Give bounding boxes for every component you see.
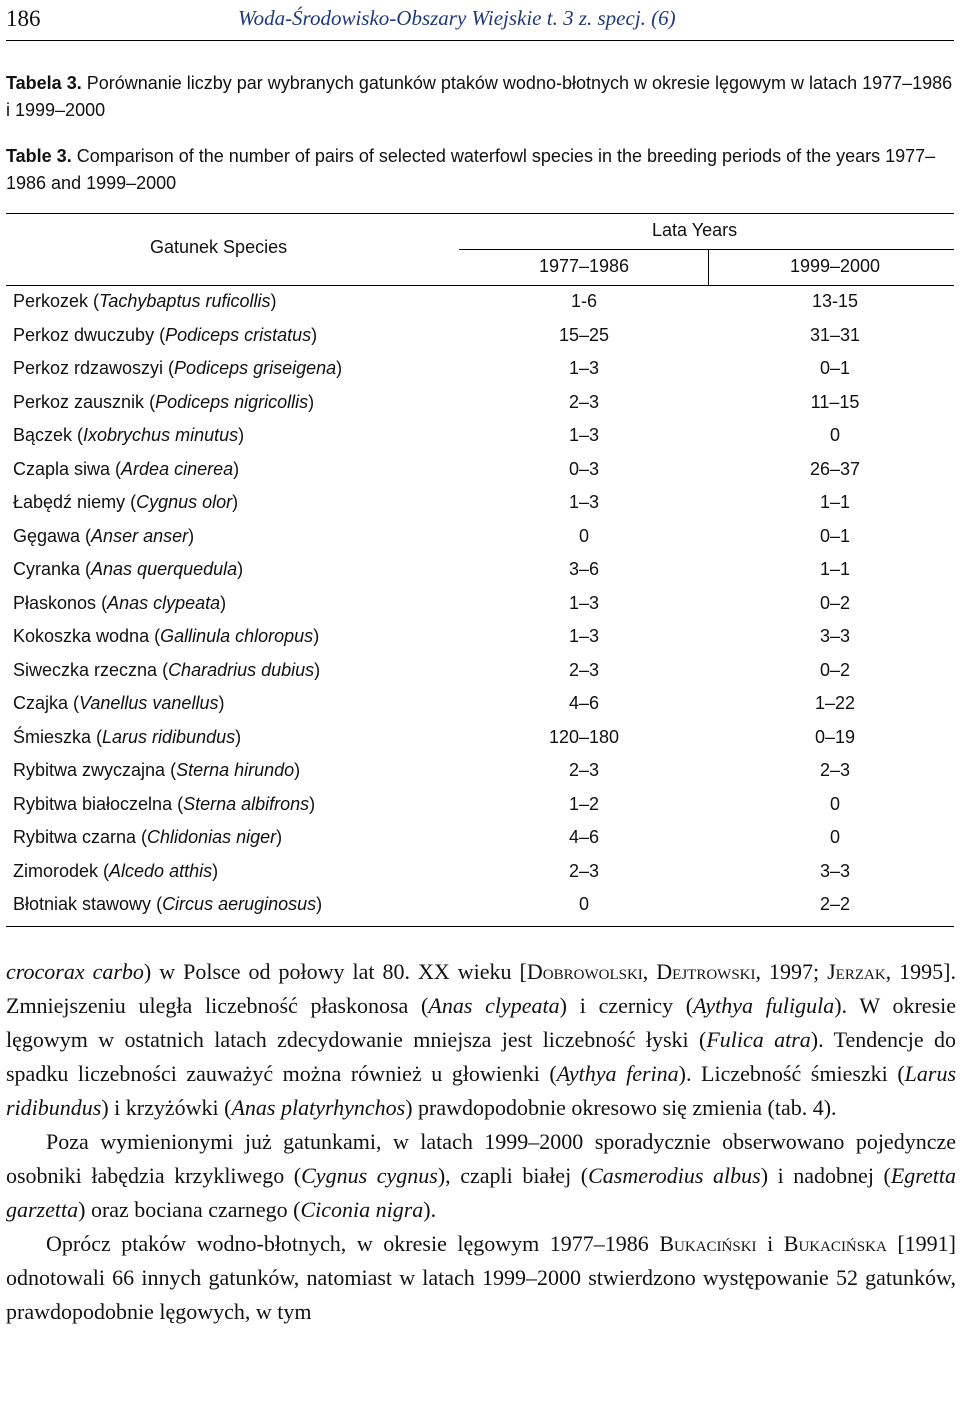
pairs-1999-2000: 2–3 (819, 760, 851, 780)
species-polish-name: Perkozek (13, 291, 89, 311)
text-run: , 1997; (755, 959, 828, 984)
pairs-1977-1986: 2–3 (568, 760, 600, 780)
paragraph (6, 955, 956, 1125)
species-name: Gęgawa (Anser anser) (13, 525, 195, 546)
pairs-1977-1986: 1–3 (568, 492, 600, 512)
table-row (6, 487, 954, 521)
species-name: Bączek (Ixobrychus minutus) (13, 425, 245, 445)
pairs-1977-1986: 1–3 (568, 592, 600, 613)
table-row (6, 789, 954, 823)
species-latin-name: Charadrius dubius (168, 659, 315, 680)
pairs-1977-1986: 1-6 (570, 291, 597, 311)
species-latin-name: Vanellus vanellus (79, 693, 219, 713)
species-latin-name: Cygnus olor (136, 492, 233, 512)
author-name: Bukaciński (659, 1231, 757, 1256)
table-row (6, 554, 954, 588)
table-caption-polish (6, 70, 956, 124)
species-latin-name: Ardea cinerea (121, 458, 234, 479)
pairs-1977-1986: 120–180 (548, 726, 620, 747)
text-run: ), czapli białej ( (437, 1163, 589, 1188)
pairs-1999-2000: 1–22 (814, 693, 856, 713)
species-latin-name: Circus aeruginosus (162, 894, 317, 914)
table-row (6, 822, 954, 856)
paragraph (6, 1227, 956, 1329)
species-latin-name: Larus ridibundus (102, 726, 236, 747)
text-run: i (756, 1231, 784, 1256)
species-polish-name: Czapla siwa (13, 458, 111, 479)
latin-name: Anas platyrhynchos (231, 1095, 406, 1120)
table-bottom-rule (6, 926, 954, 927)
table-top-rule (6, 213, 954, 214)
author-name: Jerzak (827, 959, 886, 984)
table-row (6, 454, 954, 488)
pairs-1999-2000: 0–19 (814, 726, 856, 747)
species-polish-name: Gęgawa (13, 525, 81, 546)
species-latin-name: Alcedo atthis (109, 860, 213, 881)
pairs-1977-1986: 0 (578, 894, 589, 914)
table-row (6, 420, 954, 454)
latin-name: Larus ridibundus (6, 1061, 957, 1120)
species-name: Łabędź niemy (Cygnus olor) (13, 492, 239, 512)
pairs-1977-1986: 1–3 (568, 358, 600, 378)
pairs-1999-2000: 0 (829, 425, 840, 445)
text-run: ). W okresie lęgowym w ostatnich latach zdecydowanie mniejsza jest liczebność łyski ( (6, 993, 957, 1052)
species-polish-name: Rybitwa białoczelna (13, 793, 173, 814)
species-name: Czajka (Vanellus vanellus) (13, 693, 225, 713)
author-name: Bukacińska (783, 1231, 887, 1256)
period-1-header: 1977–1986 (538, 256, 630, 276)
pairs-1999-2000: 0–2 (819, 592, 851, 613)
caption-label: Table 3. (6, 146, 72, 166)
species-name: Rybitwa białoczelna (Sterna albifrons) (13, 793, 316, 814)
species-latin-name: Podiceps nigricollis (155, 391, 309, 412)
species-name: Błotniak stawowy (Circus aeruginosus) (13, 894, 323, 914)
latin-name: Fulica atra (706, 1027, 811, 1052)
latin-name: Aythya ferina (556, 1061, 679, 1086)
species-name: Rybitwa czarna (Chlidonias niger) (13, 827, 283, 847)
pairs-1977-1986: 4–6 (568, 827, 600, 847)
species-latin-name: Anas clypeata (107, 592, 221, 613)
pairs-1977-1986: 15–25 (558, 324, 610, 345)
species-latin-name: Gallinula chloropus (160, 626, 314, 646)
species-latin-name: Ixobrychus minutus (83, 425, 239, 445)
species-name: Zimorodek (Alcedo atthis) (13, 860, 219, 881)
table-row (6, 889, 954, 923)
text-run: ) i krzyżówki ( (101, 1095, 232, 1120)
pairs-1999-2000: 31–31 (809, 324, 861, 345)
table-row (6, 353, 954, 387)
caption-label: Tabela 3. (6, 73, 82, 93)
latin-name: crocorax carbo (6, 959, 144, 984)
species-latin-name: Chlidonias niger (147, 827, 277, 847)
pairs-1977-1986: 3–6 (568, 559, 600, 579)
text-run: ). Liczebność śmieszki ( (678, 1061, 905, 1086)
latin-name: Aythya fuligula (693, 993, 835, 1018)
species-name: Płaskonos (Anas clypeata) (13, 592, 227, 613)
species-polish-name: Siweczka rzeczna (13, 659, 158, 680)
caption-text: Porównanie liczby par wybranych gatunków ptaków wodno-błotnych w okresie lęgowym w latach 1977–1986 i 1999–2000 (6, 73, 953, 120)
species-name: Śmieszka (Larus ridibundus) (13, 726, 242, 747)
table-body (6, 286, 954, 923)
species-name: Rybitwa zwyczajna (Sterna hirundo) (13, 760, 301, 780)
table-row (6, 521, 954, 555)
species-column-header: Gatunek Species (150, 237, 288, 257)
pairs-1977-1986: 2–3 (568, 391, 600, 412)
pairs-1999-2000: 0 (829, 827, 840, 847)
species-polish-name: Czajka (13, 693, 69, 713)
pairs-1999-2000: 0 (829, 793, 840, 814)
pairs-1977-1986: 1–3 (568, 626, 600, 646)
species-name: Perkoz rdzawoszyi (Podiceps griseigena) (13, 358, 343, 378)
latin-name: Ciconia nigra (300, 1197, 424, 1222)
page-number: 186 (6, 6, 41, 31)
table-row (6, 655, 954, 689)
pairs-1999-2000: 0–2 (819, 659, 851, 680)
period-divider (708, 249, 709, 285)
table-caption-english (6, 143, 956, 197)
latin-name: Cygnus cygnus (301, 1163, 438, 1188)
species-name: Perkoz zausznik (Podiceps nigricollis) (13, 391, 315, 412)
years-column-header: Lata Years (652, 220, 738, 240)
species-name: Kokoszka wodna (Gallinula chloropus) (13, 626, 320, 646)
species-polish-name: Błotniak stawowy (13, 894, 152, 914)
text-run: , (642, 959, 657, 984)
species-polish-name: Płaskonos (13, 592, 97, 613)
years-header-rule (459, 249, 954, 250)
pairs-1999-2000: 11–15 (810, 391, 860, 412)
author-name: Dobrowolski (526, 959, 643, 984)
species-polish-name: Śmieszka (13, 726, 92, 747)
text-run: Poza wymienionymi już gatunkami, w latach 1999–2000 sporadycznie obserwowano pojedyncze osobniki łabędzia krzykliwego ( (6, 1129, 956, 1188)
pairs-1999-2000: 2–2 (819, 894, 851, 914)
pairs-1977-1986: 0 (578, 525, 589, 546)
journal-title: Woda-Środowisko-Obszary Wiejskie t. 3 z. specj. (6) (238, 6, 676, 30)
text-run: ) prawdopodobnie okresowo się zmienia (tab. 4). (405, 1095, 837, 1120)
text-run: Oprócz ptaków wodno-błotnych, w okresie lęgowym 1977–1986 (46, 1231, 660, 1256)
table-row (6, 856, 954, 890)
species-polish-name: Kokoszka wodna (13, 626, 150, 646)
pairs-1977-1986: 2–3 (568, 659, 600, 680)
text-run: ) w Polsce od połowy lat 80. XX wieku [ (143, 959, 527, 984)
pairs-1977-1986: 1–2 (568, 793, 600, 814)
pairs-1999-2000: 0–1 (819, 358, 851, 378)
species-polish-name: Rybitwa czarna (13, 827, 137, 847)
species-polish-name: Łabędź niemy (13, 492, 126, 512)
caption-text: Comparison of the number of pairs of selected waterfowl species in the breeding periods of the years 1977–1986 and 1999–2000 (6, 146, 936, 193)
pairs-1999-2000: 3–3 (819, 860, 851, 881)
pairs-1999-2000: 0–1 (819, 525, 851, 546)
text-run: [1991] odnotowali 66 innych gatunków, natomiast w latach 1999–2000 stwierdzono występowanie 52 gatunków, prawdopodobnie lęgowych, w tym (6, 1231, 956, 1324)
species-name: Perkozek (Tachybaptus ruficollis) (13, 291, 277, 311)
text-run: ) i nadobnej ( (760, 1163, 891, 1188)
pairs-1999-2000: 3–3 (819, 626, 851, 646)
text-run: ) oraz bociana czarnego ( (78, 1197, 301, 1222)
latin-name: Casmerodius albus (588, 1163, 761, 1188)
pairs-1977-1986: 0–3 (568, 458, 600, 479)
table-row (6, 286, 954, 320)
table-row (6, 755, 954, 789)
pairs-1977-1986: 1–3 (568, 425, 600, 445)
running-header (6, 2, 954, 41)
species-name: Czapla siwa (Ardea cinerea) (13, 458, 240, 479)
species-polish-name: Bączek (13, 425, 73, 445)
text-run: ) i czernicy ( (559, 993, 694, 1018)
species-polish-name: Perkoz zausznik (13, 391, 145, 412)
pairs-1999-2000: 1–1 (819, 492, 851, 512)
latin-name: Anas clypeata (428, 993, 560, 1018)
period-2-header: 1999–2000 (789, 256, 881, 276)
species-polish-name: Rybitwa zwyczajna (13, 760, 166, 780)
pairs-1999-2000: 13-15 (811, 291, 859, 311)
text-run: ). Tendencje do spadku liczebności zauważyć można również u głowienki ( (6, 1027, 956, 1086)
pairs-1999-2000: 1–1 (819, 559, 851, 579)
species-latin-name: Tachybaptus ruficollis (99, 291, 271, 311)
species-latin-name: Sterna hirundo (176, 760, 295, 780)
text-run: ). (423, 1197, 437, 1222)
table-row (6, 588, 954, 622)
species-latin-name: Anas querquedula (91, 559, 238, 579)
text-run: , 1995]. Zmniejszeniu uległa liczebność płaskonosa ( (6, 959, 956, 1018)
species-polish-name: Perkoz rdzawoszyi (13, 358, 164, 378)
species-polish-name: Zimorodek (13, 860, 99, 881)
paragraph (6, 1125, 956, 1227)
latin-name: Egretta garzetta (6, 1163, 957, 1222)
pairs-1999-2000: 26–37 (809, 458, 861, 479)
species-latin-name: Anser anser (91, 525, 189, 546)
table-row (6, 621, 954, 655)
species-latin-name: Sterna albifrons (183, 793, 310, 814)
body-text (6, 955, 956, 1329)
table-row (6, 688, 954, 722)
pairs-1977-1986: 2–3 (568, 860, 600, 881)
species-latin-name: Podiceps griseigena (174, 358, 337, 378)
species-name: Perkoz dwuczuby (Podiceps cristatus) (13, 324, 318, 345)
species-name: Cyranka (Anas querquedula) (13, 559, 244, 579)
table-row (6, 320, 954, 354)
species-polish-name: Cyranka (13, 559, 81, 579)
table-row (6, 722, 954, 756)
table-row (6, 387, 954, 421)
author-name: Dejtrowski (656, 959, 756, 984)
species-polish-name: Perkoz dwuczuby (13, 324, 155, 345)
species-latin-name: Podiceps cristatus (165, 324, 312, 345)
species-name: Siweczka rzeczna (Charadrius dubius) (13, 659, 321, 680)
pairs-1977-1986: 4–6 (568, 693, 600, 713)
